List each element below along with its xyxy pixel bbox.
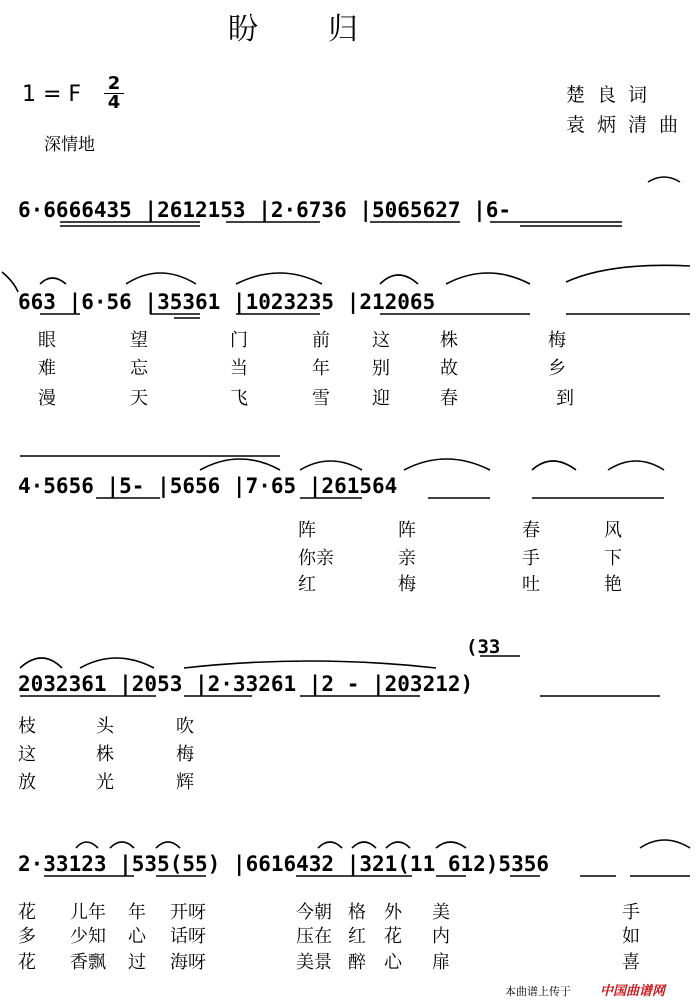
lyric: 如 xyxy=(622,926,640,947)
lyric: 放 xyxy=(18,772,36,793)
tie xyxy=(532,461,576,470)
tie xyxy=(76,842,98,848)
notation-line-4: 2032361 |2053 |2·33261 |2 - |203212) xyxy=(18,672,474,696)
lyric: 风 xyxy=(604,520,622,541)
lyric: 艳 xyxy=(604,574,622,595)
tie xyxy=(300,461,362,470)
lyric: 美景 xyxy=(296,952,332,973)
lyric: 醉 xyxy=(348,952,366,973)
lyric: 红 xyxy=(348,926,366,947)
lyric: 别 xyxy=(372,358,390,379)
lyric: 外 xyxy=(384,902,402,923)
lyric: 雪 xyxy=(312,388,330,409)
lyric: 压在 xyxy=(296,926,332,947)
lyric: 儿年 xyxy=(70,902,106,923)
lyric: 年 xyxy=(128,902,146,923)
lyric: 心 xyxy=(128,926,146,947)
notation-line-5: 2·33123 |535(55) |6616432 |321(11 612)5356 xyxy=(18,852,550,876)
tie xyxy=(126,273,196,284)
site-logo: 中国曲谱网 xyxy=(600,984,666,999)
tie xyxy=(386,842,410,848)
lyric: 乡 xyxy=(548,358,566,379)
tie xyxy=(608,461,664,470)
composer-credit: 袁炳清曲 xyxy=(566,114,691,136)
lyric: 门 xyxy=(230,330,248,351)
lyricist-credit: 楚良词 xyxy=(566,84,660,106)
lyric: 阵 xyxy=(298,520,316,541)
lyric: 花 xyxy=(18,902,36,923)
lyric: 迎 xyxy=(372,388,390,409)
lyric: 前 xyxy=(312,330,330,351)
tie xyxy=(318,842,342,848)
lyric: 株 xyxy=(96,744,114,765)
lyric: 喜 xyxy=(622,952,640,973)
lyric: 今朝 xyxy=(296,902,332,923)
tempo-marking: 深情地 xyxy=(44,135,95,155)
lyric: 红 xyxy=(298,574,316,595)
lyric: 梅 xyxy=(398,574,416,595)
lyric: 内 xyxy=(432,926,450,947)
tie xyxy=(352,842,376,848)
footer-note: 本曲谱上传于 xyxy=(505,985,571,998)
lyric: 望 xyxy=(130,330,148,351)
lyric: 少知 xyxy=(70,926,106,947)
notation-line-3: 4·5656 |5- |5656 |7·65 |261564 xyxy=(18,474,398,498)
lyric: 手 xyxy=(522,548,540,569)
lyric: 吹 xyxy=(176,716,194,737)
lyric: 心 xyxy=(384,952,402,973)
lyric: 当 xyxy=(230,358,248,379)
lyric: 故 xyxy=(440,358,458,379)
lyric: 下 xyxy=(604,548,622,569)
tie xyxy=(110,842,134,848)
lyric: 亲 xyxy=(398,548,416,569)
lyric: 格 xyxy=(348,902,366,923)
time-signature-bottom: 4 xyxy=(107,92,121,113)
lyric: 年 xyxy=(312,358,330,379)
lyric: 漫 xyxy=(38,388,56,409)
lyric: 梅 xyxy=(548,330,566,351)
tie xyxy=(380,275,418,284)
lyric: 扉 xyxy=(432,952,450,973)
tie xyxy=(648,177,680,182)
key-signature: 1 = F xyxy=(22,82,82,107)
tie xyxy=(566,265,690,282)
lyric: 这 xyxy=(18,744,36,765)
lyric: 到 xyxy=(556,388,574,409)
lyric: 开呀 xyxy=(170,902,206,923)
time-signature-top: 2 xyxy=(107,73,121,94)
lyric: 过 xyxy=(128,952,146,973)
lyric: 这 xyxy=(372,330,390,351)
lyric: 忘 xyxy=(130,358,148,379)
tie xyxy=(236,273,322,284)
lyric: 花 xyxy=(18,952,36,973)
notation-upper-3: (33 xyxy=(466,636,501,658)
lyric: 吐 xyxy=(522,574,540,595)
lyric: 难 xyxy=(38,358,56,379)
lyric: 花 xyxy=(384,926,402,947)
lyric: 辉 xyxy=(176,772,194,793)
tie xyxy=(156,842,180,848)
lyric: 你亲 xyxy=(298,548,334,569)
lyric: 阵 xyxy=(398,520,416,541)
tie xyxy=(446,273,530,284)
tie xyxy=(200,459,280,470)
lyric: 株 xyxy=(440,330,458,351)
tie xyxy=(40,278,66,284)
lyric: 美 xyxy=(432,902,450,923)
lyric: 多 xyxy=(18,926,36,947)
lyric: 眼 xyxy=(38,330,56,351)
page-title: 盼归 xyxy=(228,12,428,47)
lyric: 头 xyxy=(96,716,114,737)
notation-line-2: 663 |6·56 |35361 |1023235 |212065 xyxy=(18,290,436,314)
lyric: 飞 xyxy=(230,388,248,409)
lyric: 光 xyxy=(96,772,114,793)
tie xyxy=(404,459,490,470)
notation-line-1: 6·6666435 |2612153 |2·6736 |5065627 |6- xyxy=(18,198,512,222)
tie xyxy=(2,272,18,292)
lyric: 海呀 xyxy=(170,952,206,973)
tie xyxy=(80,658,154,668)
lyric: 手 xyxy=(622,902,640,923)
tie xyxy=(640,840,690,848)
lyric: 天 xyxy=(130,388,148,409)
lyric: 梅 xyxy=(176,744,194,765)
tie xyxy=(184,661,436,668)
tie xyxy=(436,842,466,848)
lyric: 春 xyxy=(522,520,540,541)
lyric: 话呀 xyxy=(170,926,206,947)
lyric: 枝 xyxy=(18,716,36,737)
lyric: 春 xyxy=(440,388,458,409)
tie xyxy=(20,658,62,668)
lyric: 香飘 xyxy=(70,952,106,973)
